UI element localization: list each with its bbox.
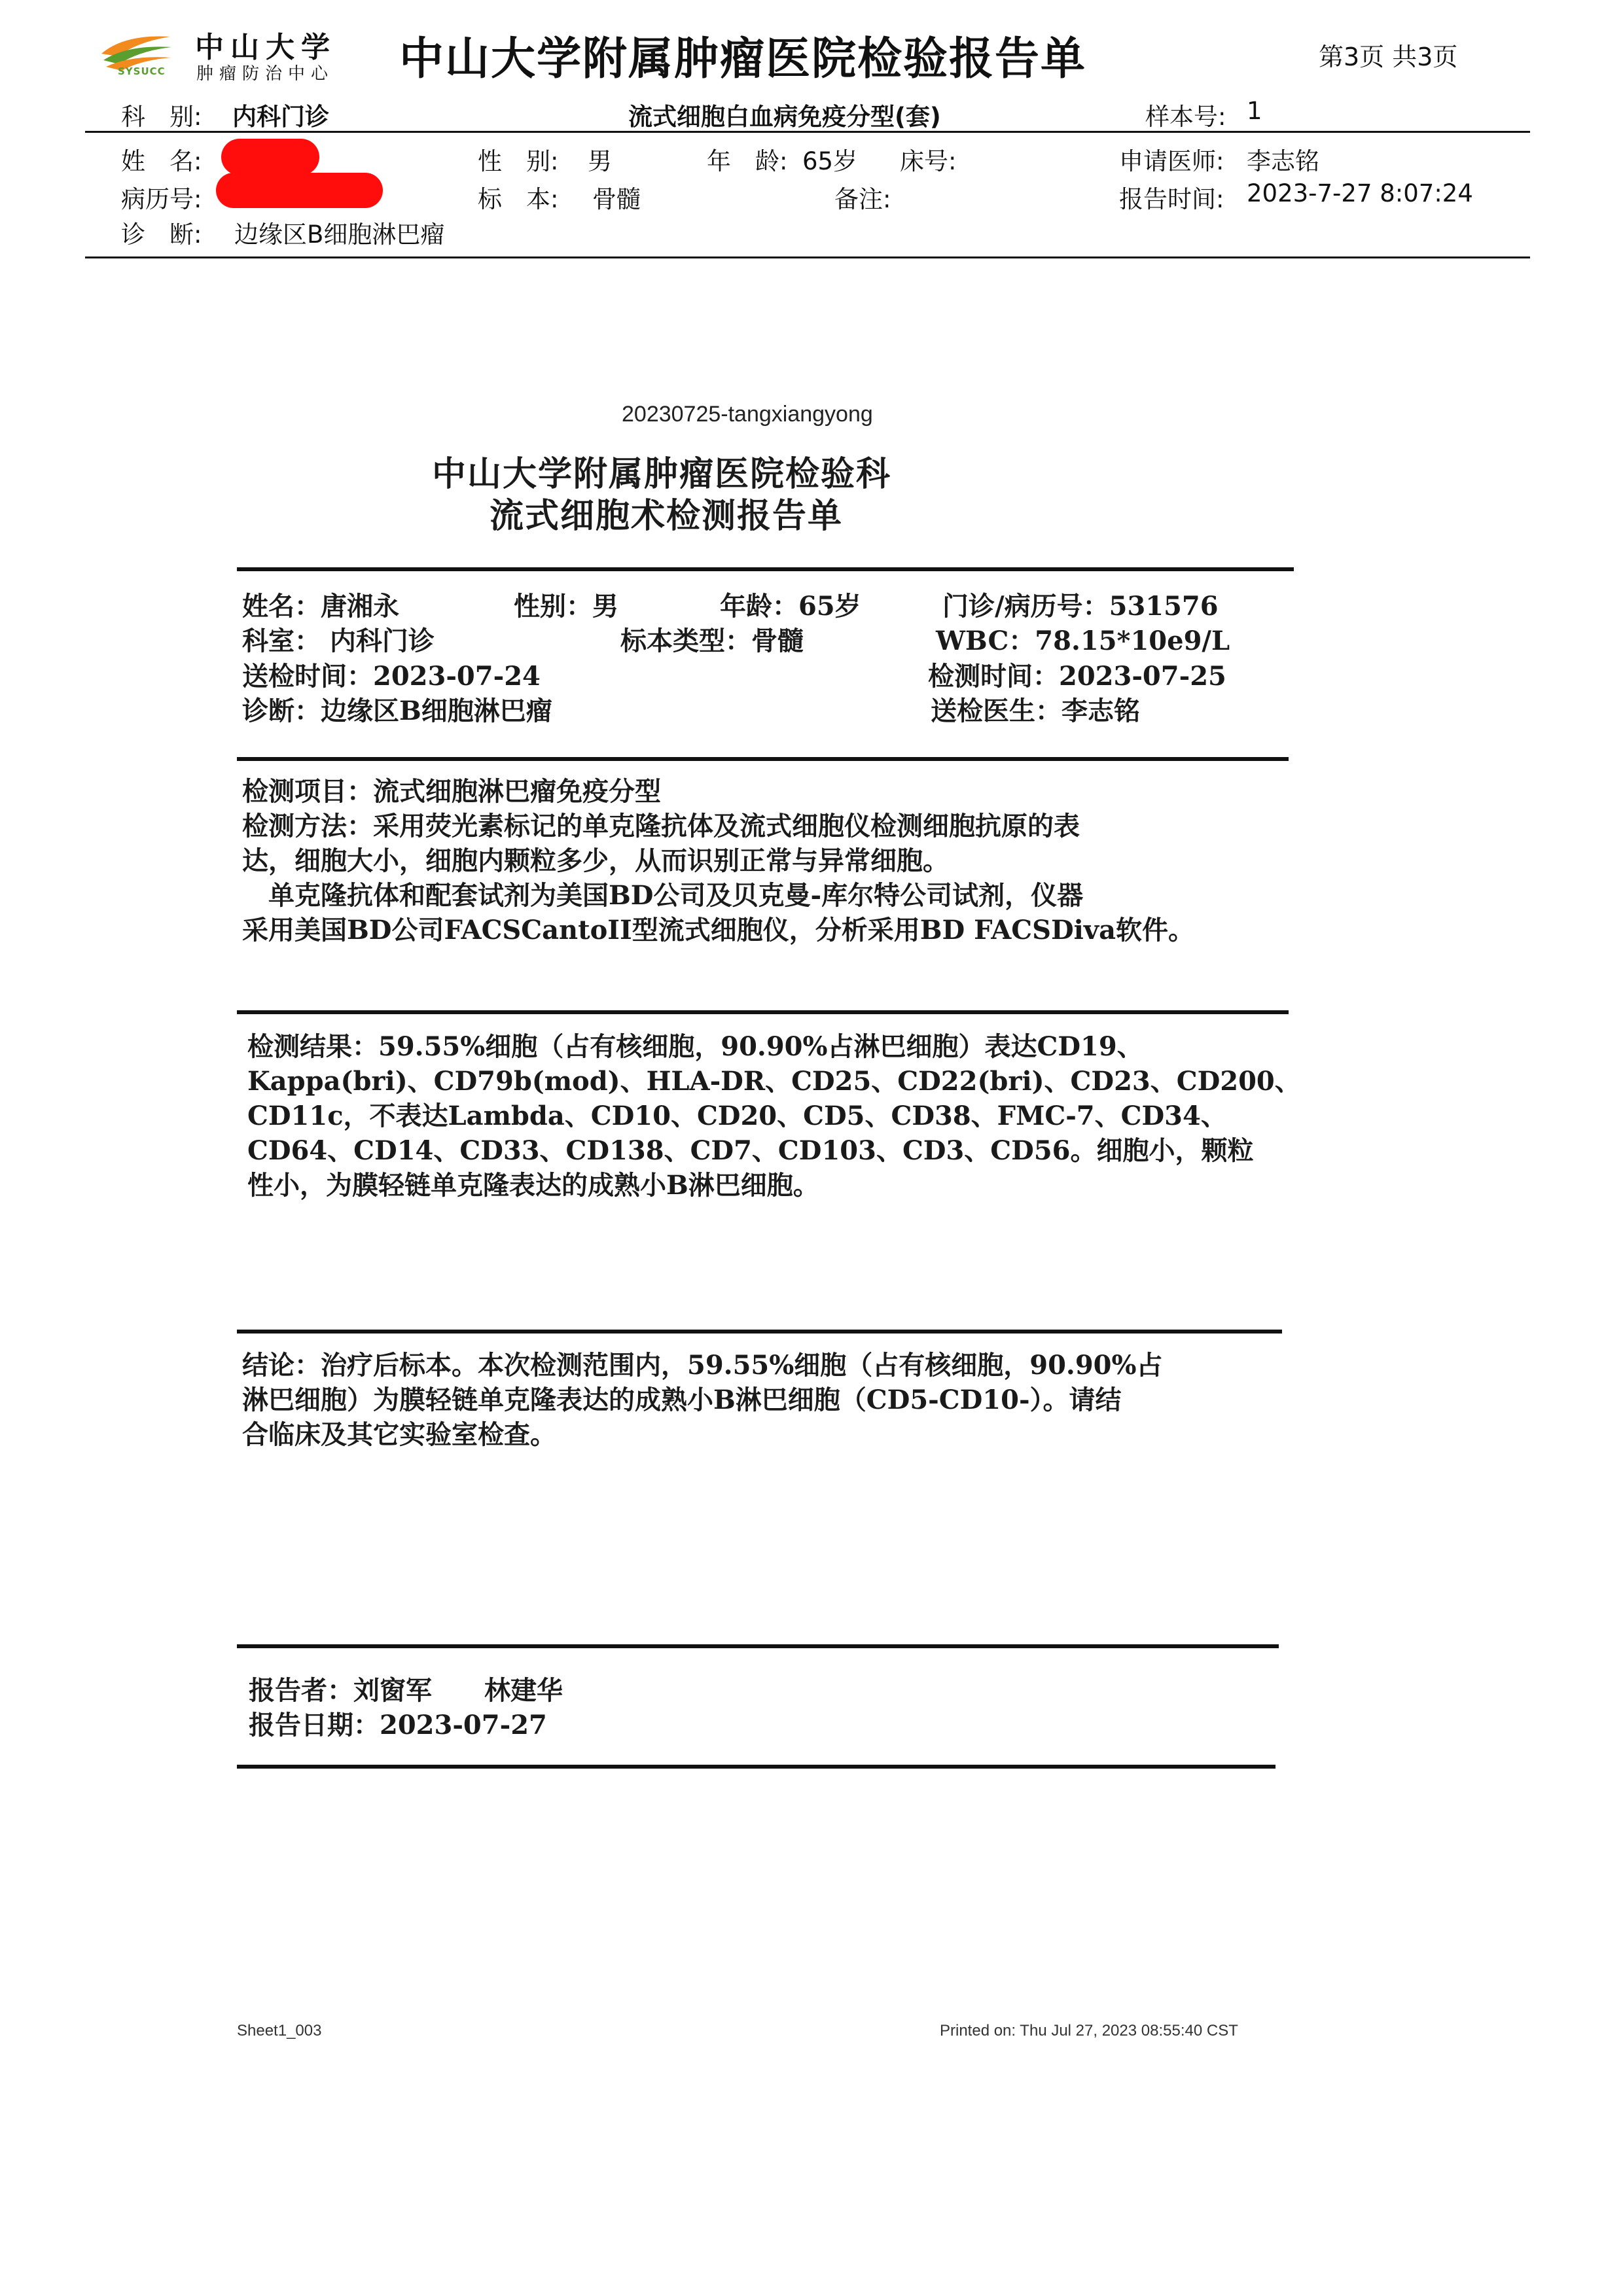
department-value: 内科门诊 (232, 103, 329, 131)
inner-record: 门诊/病历号：531576 (942, 591, 1219, 622)
inner-send-date: 送检时间：2023-07-24 (242, 661, 541, 692)
method-line: 达，细胞大小，细胞内颗粒多少，从而识别正常与异常细胞。 (242, 845, 949, 876)
report-title: 中山大学附属肿瘤医院检验报告单 (399, 33, 1087, 85)
diagnosis-label: 诊 断: (121, 221, 202, 249)
inner-sex: 性别：男 (514, 591, 618, 622)
result-section (247, 1029, 1301, 1203)
inner-divider-1 (237, 567, 1294, 571)
redacted-record-number (216, 173, 383, 208)
report-time-label: 报告时间: (1119, 185, 1224, 213)
record-label: 病历号: (121, 185, 202, 213)
inner-file-id: 20230725-tangxiangyong (622, 402, 873, 427)
inner-name: 姓名：唐湘永 (242, 591, 399, 622)
sheet-label: Sheet1_003 (237, 2022, 322, 2040)
result-line: 性小，为膜轻链单克隆表达的成熟小B淋巴细胞。 (247, 1170, 819, 1201)
specimen-value: 骨髓 (592, 185, 641, 213)
conclusion-line: 合临床及其它实验室检查。 (242, 1419, 556, 1450)
conclusion-section (242, 1348, 1163, 1452)
redacted-name (221, 139, 319, 175)
diagnosis-value: 边缘区B细胞淋巴瘤 (234, 221, 445, 249)
inner-wbc: WBC：78.15*10e9/L (936, 626, 1230, 656)
name-label: 姓 名: (121, 147, 202, 175)
logo-abbr: SYSUCC (118, 65, 166, 77)
inner-divider-3 (237, 1010, 1289, 1014)
method-line: 采用美国BD公司FACSCantoII型流式细胞仪，分析采用BD FACSDiva软件。 (242, 915, 1194, 945)
inner-divider-6 (237, 1765, 1275, 1769)
doctor-value: 李志铭 (1247, 147, 1319, 175)
sex-label: 性 别: (478, 147, 559, 175)
conclusion-line: 淋巴细胞）为膜轻链单克隆表达的成熟小B淋巴细胞（CD5-CD10-）。请结 (242, 1385, 1122, 1415)
inner-title-line2: 流式细胞术检测报告单 (490, 496, 844, 536)
test-name: 流式细胞白血病免疫分型(套) (628, 103, 941, 131)
sample-label: 样本号: (1145, 103, 1226, 131)
inner-dept: 科室： 内科门诊 (242, 626, 435, 656)
inner-divider-4 (237, 1330, 1282, 1333)
inner-divider-5 (237, 1644, 1279, 1648)
method-line: 检测方法：采用荧光素标记的单克隆抗体及流式细胞仪检测细胞抗原的表 (242, 811, 1080, 841)
hospital-logo (98, 24, 360, 86)
age-value: 65岁 (802, 147, 858, 175)
inner-title-line1: 中山大学附属肿瘤医院检验科 (432, 454, 892, 494)
result-line: 检测结果：59.55%细胞（占有核细胞，90.90%占淋巴细胞）表达CD19、 (247, 1031, 1143, 1062)
header-divider-bottom (85, 256, 1530, 258)
sex-value: 男 (588, 147, 612, 175)
result-line: Kappa(bri)、CD79b(mod)、HLA-DR、CD25、CD22(bri)、CD23、CD200、 (247, 1066, 1301, 1097)
inner-diagnosis: 诊断：边缘区B细胞淋巴瘤 (242, 696, 552, 726)
method-section (242, 774, 1194, 947)
inner-divider-2 (237, 757, 1289, 761)
method-line: 检测项目：流式细胞淋巴瘤免疫分型 (242, 776, 661, 807)
sample-value: 1 (1247, 97, 1262, 125)
bed-label: 床号: (900, 147, 957, 175)
doctor-label: 申请医师: (1119, 147, 1224, 175)
department-label: 科 别: (121, 103, 202, 131)
method-line: 单克隆抗体和配套试剂为美国BD公司及贝克曼-库尔特公司试剂，仪器 (242, 880, 1084, 911)
inner-specimen-type: 标本类型：骨髓 (620, 626, 804, 656)
inner-age: 年龄：65岁 (720, 591, 861, 622)
inner-test-date: 检测时间：2023-07-25 (928, 661, 1226, 692)
reporter: 报告者：刘窗军 林建华 (249, 1675, 563, 1706)
printed-timestamp: Printed on: Thu Jul 27, 2023 08:55:40 CST (940, 2022, 1238, 2040)
inner-send-doctor: 送检医生：李志铭 (931, 696, 1140, 726)
report-date: 报告日期：2023-07-27 (249, 1710, 547, 1740)
logo-center-name: 肿瘤防治中心 (196, 64, 334, 84)
remark-label: 备注: (834, 185, 891, 213)
age-label: 年 龄: (707, 147, 788, 175)
report-time-value: 2023-7-27 8:07:24 (1247, 179, 1473, 207)
page-indicator: 第3页 共3页 (1319, 43, 1458, 71)
result-line: CD64、CD14、CD33、CD138、CD7、CD103、CD3、CD56。细胞小，颗粒 (247, 1135, 1254, 1166)
conclusion-line: 结论：治疗后标本。本次检测范围内，59.55%细胞（占有核细胞，90.90%占 (242, 1350, 1163, 1381)
result-line: CD11c，不表达Lambda、CD10、CD20、CD5、CD38、FMC-7、CD34、 (247, 1101, 1227, 1131)
header-divider-top (85, 131, 1530, 133)
specimen-label: 标 本: (478, 185, 559, 213)
logo-school-name: 中山大学 (195, 31, 336, 64)
